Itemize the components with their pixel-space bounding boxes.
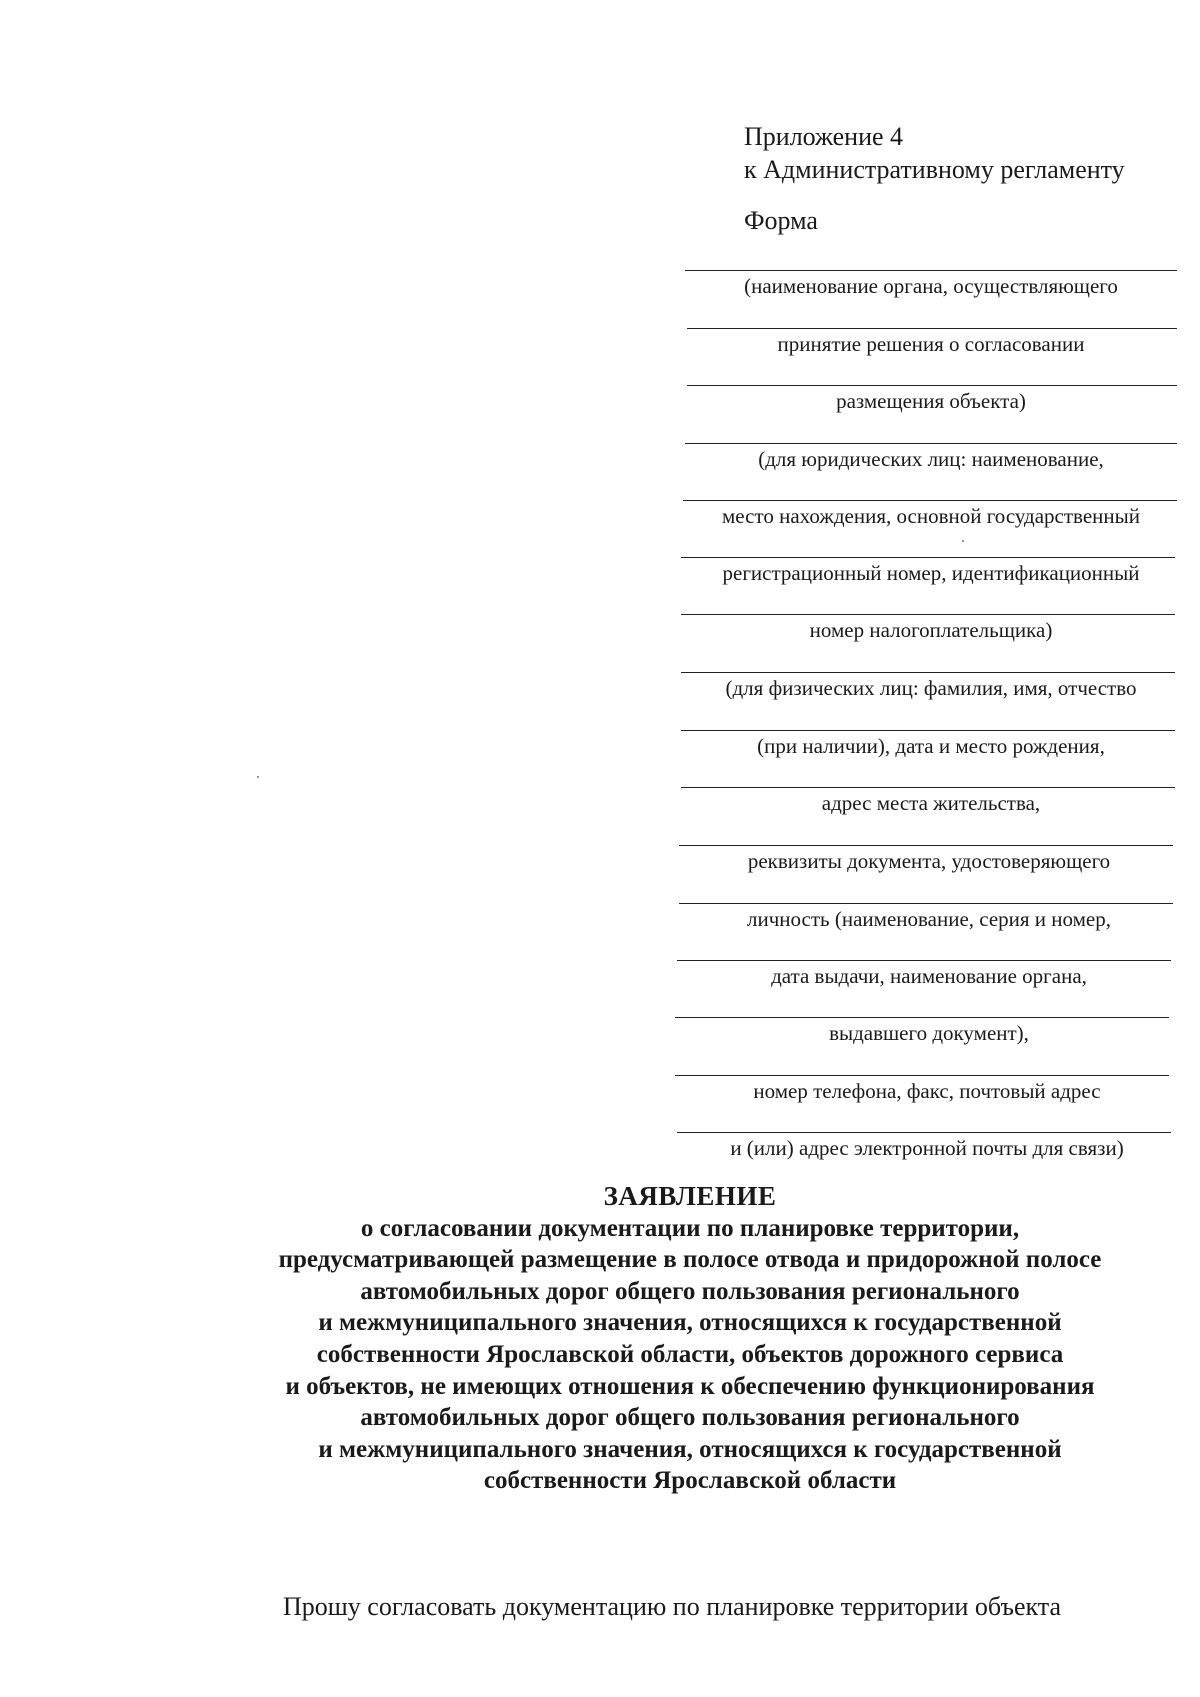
- field-caption: выдавшего документ),: [829, 1021, 1029, 1045]
- field-caption: реквизиты документа, удостоверяющего: [747, 849, 1111, 873]
- field-caption: регистрационный номер, идентификационный: [722, 561, 1140, 585]
- blank-line: [677, 960, 1171, 961]
- blank-line: [683, 500, 1177, 501]
- blank-line: [681, 787, 1175, 788]
- statement-subtitle-line: о согласовании документации по планировке территории,: [360, 1214, 1020, 1242]
- form-label: Форма: [744, 206, 818, 235]
- statement-subtitle-line: автомобильных дорог общего пользования регионального: [360, 1404, 1020, 1432]
- blank-line: [687, 385, 1177, 386]
- statement-subtitle-line: собственности Ярославской области, объектов дорожного сервиса: [316, 1340, 1064, 1368]
- field-caption: принятие решения о согласовании: [777, 332, 1085, 356]
- scan-speck: [257, 776, 259, 778]
- field-caption: место нахождения, основной государственный: [722, 504, 1140, 528]
- blank-line: [685, 443, 1177, 444]
- scan-speck: [962, 540, 964, 542]
- statement-subtitle-line: и межмуниципального значения, относящихся к государственной: [318, 1435, 1062, 1463]
- field-caption: адрес места жительства,: [821, 791, 1041, 815]
- field-caption: дата выдачи, наименование органа,: [771, 964, 1087, 988]
- appendix-header: [744, 120, 1125, 186]
- field-caption: (при наличии), дата и место рождения,: [757, 734, 1105, 758]
- blank-line: [677, 1132, 1171, 1133]
- statement-subtitle-line: и объектов, не имеющих отношения к обеспечению функционирования: [285, 1372, 1095, 1400]
- field-caption: (для юридических лиц: наименование,: [758, 447, 1104, 471]
- blank-line: [681, 672, 1175, 673]
- field-caption: (наименование органа, осуществляющего: [744, 274, 1118, 298]
- field-caption: (для физических лиц: фамилия, имя, отчество: [725, 676, 1137, 700]
- blank-line: [679, 845, 1173, 846]
- statement-subtitle-line: собственности Ярославской области: [483, 1467, 897, 1495]
- field-caption: номер телефона, факс, почтовый адрес: [753, 1079, 1101, 1103]
- field-caption: размещения объекта): [836, 389, 1026, 413]
- blank-line: [681, 730, 1175, 731]
- statement-subtitle-line: и межмуниципального значения, относящихся к государственной: [318, 1309, 1062, 1337]
- blank-line: [685, 270, 1177, 271]
- blank-line: [679, 903, 1173, 904]
- field-caption: и (или) адрес электронной почты для связи): [730, 1136, 1124, 1160]
- statement-title-block: [130, 1181, 1200, 1497]
- request-paragraph: Прошу согласовать документацию по планировке территории объекта: [283, 1592, 1061, 1621]
- statement-title: ЗАЯВЛЕНИЕ: [603, 1181, 777, 1211]
- field-caption: личность (наименование, серия и номер,: [747, 907, 1111, 931]
- blank-line: [681, 557, 1175, 558]
- statement-subtitle-line: предусматривающей размещение в полосе отвода и придорожной полосе: [278, 1246, 1102, 1274]
- blank-line: [675, 1075, 1169, 1076]
- field-caption: номер налогоплательщика): [809, 618, 1053, 642]
- appendix-reference: к Административному регламенту: [744, 155, 1125, 184]
- appendix-number: Приложение 4: [744, 122, 904, 151]
- statement-subtitle-line: автомобильных дорог общего пользования регионального: [360, 1277, 1020, 1305]
- blank-line: [687, 328, 1177, 329]
- blank-line: [681, 614, 1175, 615]
- blank-line: [675, 1017, 1169, 1018]
